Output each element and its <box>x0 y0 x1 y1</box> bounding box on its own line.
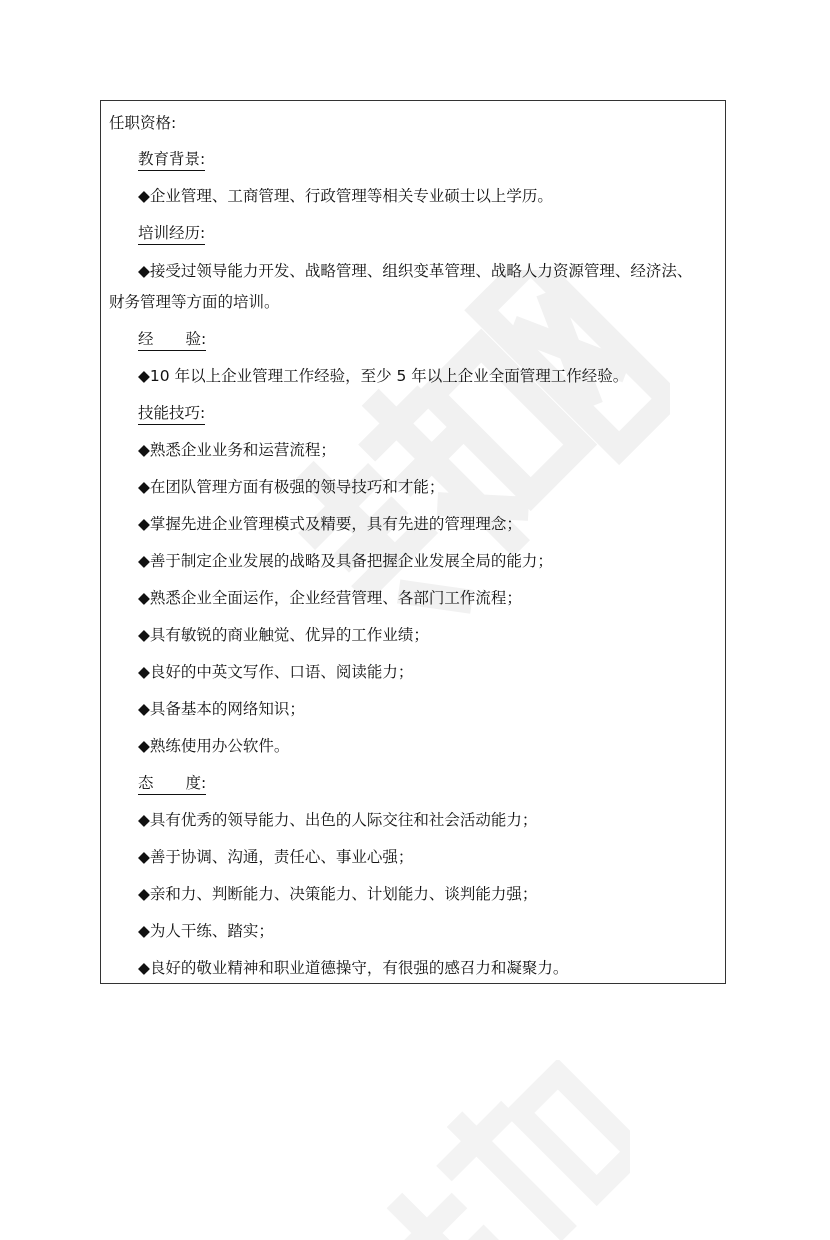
section-title: 任职资格: <box>109 114 177 132</box>
skills-item-8: ◆具备基本的网络知识； <box>138 700 305 718</box>
attitude-item-3: ◆亲和力、判断能力、决策能力、计划能力、谈判能力强； <box>138 885 538 903</box>
skills-heading <box>138 403 205 425</box>
training-line-1: ◆接受过领导能力开发、战略管理、组织变革管理、战略人力资源管理、经济法、 <box>138 262 693 280</box>
experience-heading-char-2: 验: <box>185 330 207 348</box>
training-heading <box>138 223 205 245</box>
skills-item-2: ◆在团队管理方面有极强的领导技巧和才能； <box>138 478 445 496</box>
skills-item-3: ◆掌握先进企业管理模式及精要，具有先进的管理理念； <box>138 515 522 533</box>
watermark-logo-lower <box>330 1060 630 1240</box>
skills-item-1: ◆熟悉企业业务和运营流程； <box>138 441 336 459</box>
attitude-heading-char-2: 度: <box>185 774 207 792</box>
skills-item-7: ◆良好的中英文写作、口语、阅读能力； <box>138 663 414 681</box>
training-line-2: 财务管理等方面的培训。 <box>109 293 280 311</box>
skills-item-9: ◆熟练使用办公软件。 <box>138 737 290 755</box>
skills-item-4: ◆善于制定企业发展的战略及具备把握企业发展全局的能力； <box>138 552 553 570</box>
experience-item: ◆10 年以上企业管理工作经验，至少 5 年以上企业全面管理工作经验。 <box>138 367 629 385</box>
skills-item-5: ◆熟悉企业全面运作，企业经营管理、各部门工作流程； <box>138 589 522 607</box>
experience-heading <box>138 329 206 351</box>
experience-heading-text <box>138 329 206 351</box>
attitude-item-4: ◆为人干练、踏实； <box>138 922 274 940</box>
attitude-heading-text <box>138 773 206 795</box>
skills-heading-text: 技能技巧: <box>138 403 205 425</box>
skills-item-6: ◆具有敏锐的商业触觉、优异的工作业绩； <box>138 626 429 644</box>
attitude-item-1: ◆具有优秀的领导能力、出色的人际交往和社会活动能力； <box>138 811 538 829</box>
education-heading <box>138 149 205 171</box>
attitude-heading-char-1: 态 <box>138 774 154 792</box>
attitude-item-2: ◆善于协调、沟通，责任心、事业心强； <box>138 848 414 866</box>
attitude-item-5: ◆良好的敬业精神和职业道德操守，有很强的感召力和凝聚力。 <box>138 959 569 977</box>
attitude-heading <box>138 773 206 795</box>
education-heading-text: 教育背景: <box>138 149 205 171</box>
training-heading-text: 培训经历: <box>138 223 205 245</box>
qualification-table <box>100 100 726 984</box>
experience-heading-char-1: 经 <box>138 330 154 348</box>
education-item: ◆企业管理、工商管理、行政管理等相关专业硕士以上学历。 <box>138 187 553 205</box>
